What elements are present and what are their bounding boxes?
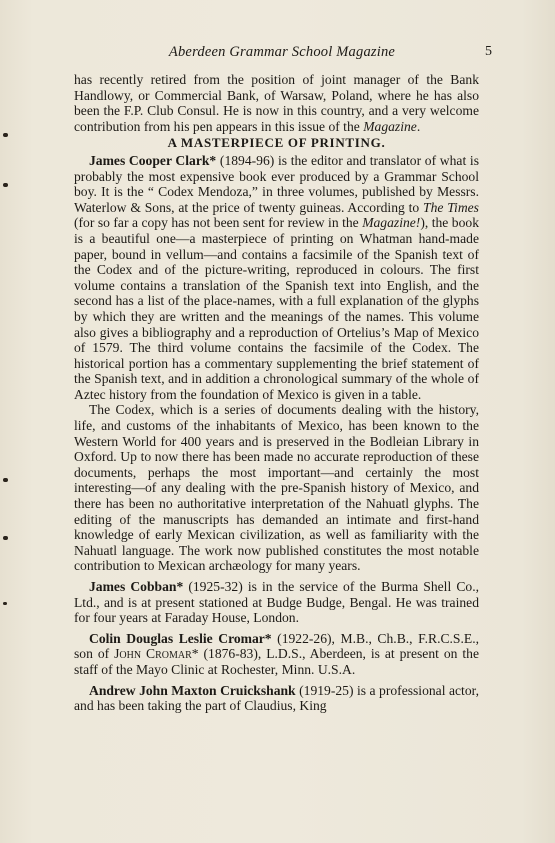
person-name: James Cobban* (89, 579, 184, 594)
page-number: 5 (485, 44, 492, 59)
paragraph-continuation: has recently retired from the position of joint manager of the Bank Handlowy, or Commercial Bank, of Warsaw, Poland, where he has also been the F.P. Club Consul. He is now in this country, and a very welcome contribution from his pen appears in this issue of the Magazine. (74, 72, 479, 134)
paragraph-cromar: Colin Douglas Leslie Cromar* (1922-26), M.B., Ch.B., F.R.C.S.E., son of John Cromar* (1876-83), L.D.S., Aberdeen, is at present on the staff of the Mayo Clinic at Rochester, Minn. U.S.A. (74, 630, 479, 677)
margin-mark (3, 536, 8, 540)
margin-mark (3, 133, 8, 137)
running-title: Aberdeen Grammar School Magazine (168, 44, 396, 60)
magazine-title: Magazine (363, 118, 417, 134)
paragraph-cobban: James Cobban* (1925-32) is in the service of the Burma Shell Co., Ltd., and is at present stationed at Budge Budge, Bengal. He was trained for four years at Faraday House, London. (74, 579, 479, 626)
margin-mark (3, 478, 8, 482)
paragraph-codex: The Codex, which is a series of documents dealing with the history, life, and customs of the inhabitants of Mexico, has been known to the Western World for 400 years and is preserved in the Bodleian Library in Oxford. Up to now there has been made no accurate reproduction of these documents, perhaps the most important—and certainly the most interesting—of any dealing with the pre-Spanish history of Mexico, and there has been no authoritative interpretation of the Nahuatl glyphs. The editing of the manuscripts has demanded an intimate and first-hand knowledge of early Mexican civilization, as well as familiarity with the Nahuatl language. The work now published constitutes the most notable contribution to Mexican archæology for many years. (74, 402, 479, 574)
person-name: Colin Douglas Leslie Cromar* (89, 630, 272, 646)
person-name: Andrew John Maxton Cruickshank (89, 682, 296, 698)
paragraph-cruickshank: Andrew John Maxton Cruickshank (1919-25) is a professional actor, and has been taking the part of Claudius, King (74, 682, 480, 714)
article-body (74, 72, 479, 714)
paragraph-clark: James Cooper Clark* (1894-96) is the editor and translator of what is probably the most expensive book ever produced by a Grammar School boy. It is the “ Codex Mendoza,” in three volumes, published by Messrs. Waterlow & Sons, at the price of twenty guineas. According to The Times (for so far a copy has not been sent for review in the Magazine!), the book is a beautiful one—a masterpiece of printing on Whatman hand-made paper, bound in vellum—and contains a facsimile of the Spanish text of the Codex and of the picture-writing, reproduced in colours. The first volume contains a translation of the Spanish text into English, and the second has a list of the place-names, with a full explanation of the glyphs by which they are written and the meanings of the names. This volume also gives a bibliography and a reproduction of Ortelius’s Map of Mexico of 1579. The third volume contains the facsimile of the Codex. The historical portion has a commentary supplementing the brief statement of the Spanish text, and in addition a chronological summary of the whole of Aztec history from the foundation of Mexico is given in a table. (74, 152, 479, 402)
magazine-title: Magazine! (362, 215, 421, 231)
margin-mark (3, 183, 8, 187)
newspaper-title: The Times (423, 199, 479, 215)
page-header (72, 44, 492, 64)
person-name: James Cooper Clark* (89, 152, 217, 168)
margin-mark (3, 602, 7, 605)
section-heading: A MASTERPIECE OF PRINTING. (167, 135, 386, 151)
person-name-smallcaps: John Cromar* (114, 646, 199, 662)
